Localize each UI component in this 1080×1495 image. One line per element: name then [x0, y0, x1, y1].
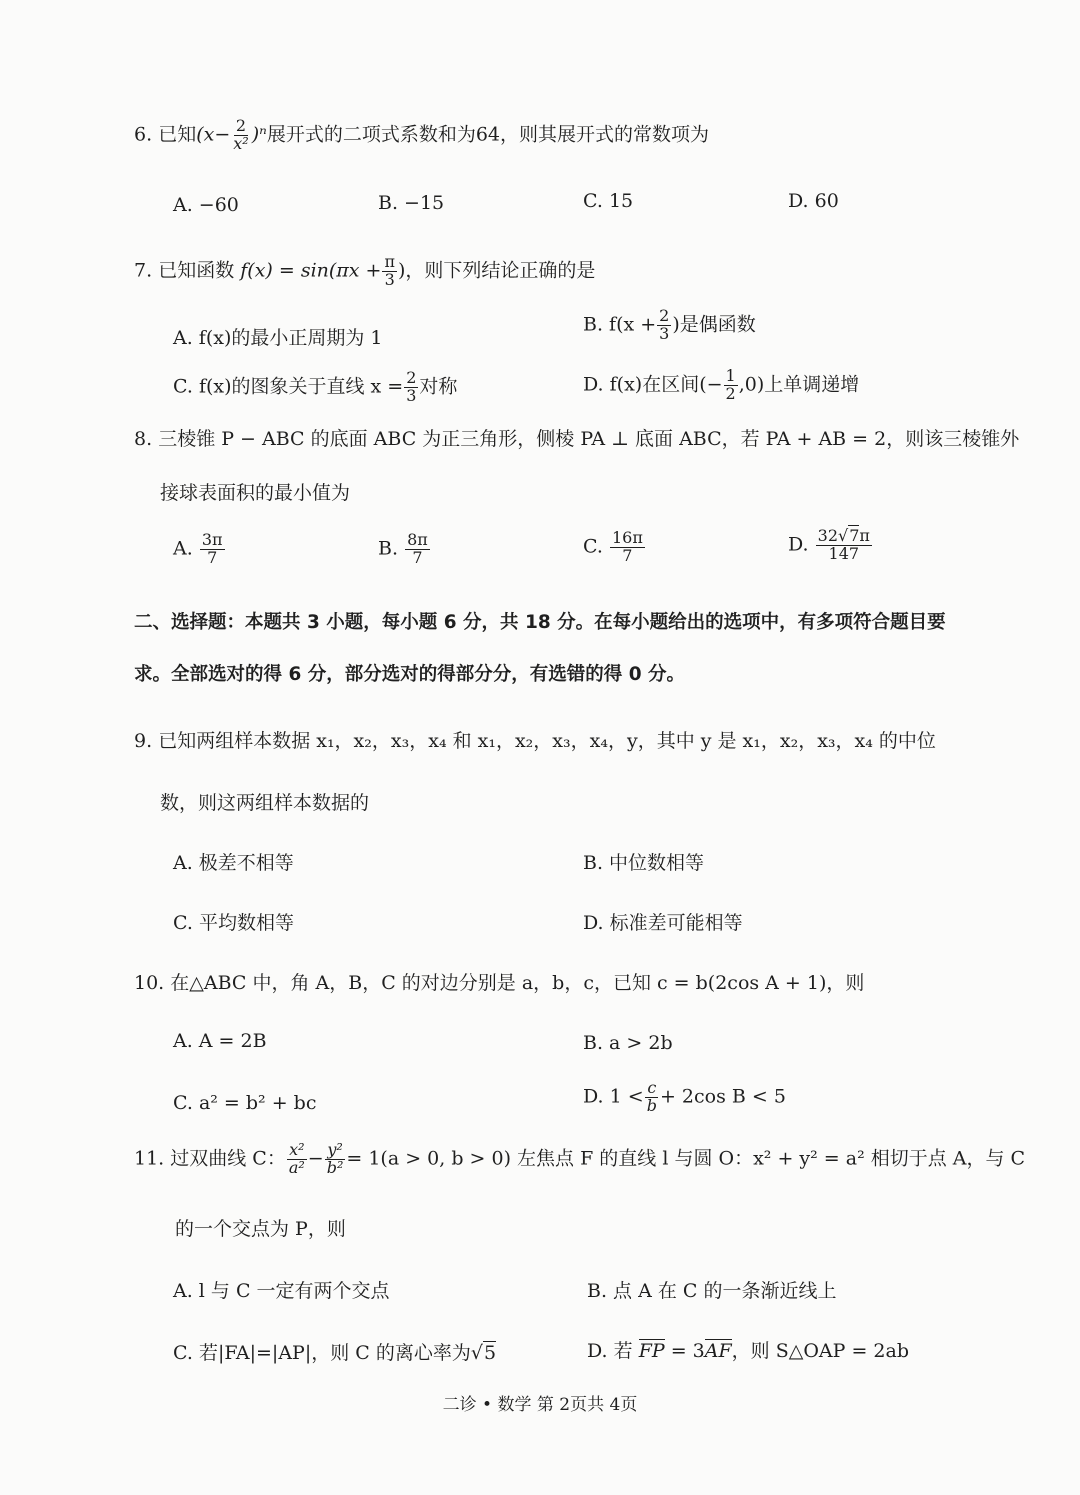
q6-option-c: C. 15	[583, 190, 634, 212]
fraction	[724, 368, 738, 403]
option-text: D. 1 <	[583, 1085, 644, 1108]
fraction	[657, 308, 671, 343]
q10-option-c: C. a² = b² + bc	[173, 1092, 317, 1114]
q7-option-a: A. f(x)的最小正周期为 1	[173, 327, 383, 349]
fraction	[325, 1142, 346, 1177]
expression: )ⁿ	[251, 123, 267, 146]
question-8-stem	[134, 424, 1019, 451]
option-text: )是偶函数	[672, 313, 756, 336]
q6-option-d: D. 60	[788, 190, 839, 212]
question-11-stem-cont: 的一个交点为 P，则	[175, 1218, 346, 1240]
q11-option-b: B. 点 A 在 C 的一条渐近线上	[587, 1280, 837, 1302]
option-label: B.	[378, 537, 399, 560]
fraction	[610, 530, 645, 565]
fraction	[200, 532, 225, 567]
q11-option-a: A. l 与 C 一定有两个交点	[173, 1280, 390, 1302]
fraction-numerator: 2	[235, 116, 247, 135]
fraction-numerator: y²	[327, 1140, 343, 1159]
q8-option-d	[788, 528, 873, 563]
q10-option-b: B. a > 2b	[583, 1032, 673, 1054]
option-text: ,0)上单调递增	[738, 373, 860, 396]
q8-option-c	[583, 530, 646, 565]
fraction-denominator: 3	[659, 323, 670, 343]
vector-af: AF	[704, 1340, 732, 1362]
stem-text: 已知两组样本数据 x₁，x₂，x₃，x₄ 和 x₁，x₂，x₃，x₄，y，其中 y 是 x₁，x₂，x₃，x₄ 的中位	[158, 730, 936, 752]
option-label: C.	[583, 535, 603, 558]
q9-option-c: C. 平均数相等	[173, 912, 294, 934]
fraction-denominator: a²	[288, 1157, 305, 1177]
stem-text: 已知函数	[158, 259, 235, 282]
option-text: ，则 S△OAP = 2ab	[731, 1340, 909, 1362]
q9-option-a: A. 极差不相等	[173, 852, 294, 874]
question-number: 8.	[134, 428, 153, 450]
option-text: 对称	[419, 375, 458, 398]
fraction	[404, 370, 418, 405]
fraction	[405, 532, 430, 567]
question-9-stem-cont: 数，则这两组样本数据的	[160, 792, 370, 814]
operator: −	[307, 1147, 324, 1170]
q7-option-d	[583, 368, 859, 403]
fraction-numerator: 1	[725, 366, 736, 385]
sqrt-sign: √	[470, 1342, 483, 1364]
question-7-stem	[134, 254, 595, 289]
option-text: C. f(x)的图象关于直线 x =	[173, 375, 404, 398]
fraction-numerator: 8π	[407, 530, 428, 549]
question-11-stem	[134, 1142, 1025, 1177]
stem-text: 展开式的二项式系数和为64，则其展开式的常数项为	[266, 123, 710, 146]
coefficient: 32	[817, 526, 839, 545]
q9-option-b: B. 中位数相等	[583, 852, 705, 874]
fraction-denominator: b	[646, 1095, 657, 1115]
fraction-numerator: 2	[406, 368, 417, 387]
fraction-denominator: 3	[406, 385, 417, 405]
q10-option-a: A. A = 2B	[173, 1030, 267, 1052]
question-8-stem-cont: 接球表面积的最小值为	[160, 482, 351, 504]
radicand: 7	[849, 526, 860, 545]
fraction-numerator: 3π	[201, 530, 223, 549]
option-label: D.	[788, 533, 809, 556]
option-label: A.	[173, 537, 193, 560]
fraction-denominator: 3	[384, 269, 395, 289]
fraction-numerator: π	[384, 252, 395, 271]
fraction	[645, 1080, 659, 1115]
stem-text: ，则下列结论正确的是	[405, 259, 596, 282]
q6-option-a: A. −60	[173, 194, 239, 216]
option-text: D. f(x)在区间(−	[583, 373, 723, 396]
pi-symbol: π	[859, 526, 870, 545]
question-10-stem	[134, 968, 864, 995]
q8-option-b	[378, 532, 431, 567]
fraction-denominator: 147	[828, 543, 860, 563]
expression: f(x) = sin(πx +	[240, 259, 382, 282]
operator: = 3	[670, 1340, 705, 1362]
radicand: 5	[483, 1342, 497, 1364]
fraction	[287, 1142, 307, 1177]
stem-text: 在△ABC 中，角 A，B，C 的对边分别是 a，b，c，已知 c = b(2cos A + 1)，则	[170, 972, 865, 994]
fraction-denominator: 7	[412, 547, 423, 567]
question-number: 9.	[134, 730, 153, 752]
question-9-stem	[134, 726, 936, 753]
q7-option-c	[173, 370, 457, 405]
fraction	[231, 118, 250, 153]
fraction	[382, 254, 397, 289]
question-number: 7.	[134, 259, 153, 282]
option-text: B. f(x +	[583, 313, 657, 336]
q10-option-d	[583, 1080, 786, 1115]
stem-text: = 1(a > 0, b > 0) 左焦点 F 的直线 l 与圆 O：x² + y² = a² 相切于点 A，与 C	[346, 1147, 1026, 1170]
stem-text: 三棱锥 P − ABC 的底面 ABC 为正三角形，侧棱 PA ⊥ 底面 ABC，若 PA + AB = 2，则该三棱锥外	[158, 428, 1020, 450]
question-number: 6.	[134, 123, 153, 146]
q7-option-b	[583, 308, 756, 343]
q8-option-a	[173, 532, 226, 567]
expression: )	[397, 259, 406, 282]
section-2-heading-line2: 求。全部选对的得 6 分，部分选对的得部分分，有选错的得 0 分。	[134, 664, 686, 685]
question-number: 10.	[134, 972, 165, 994]
page-footer: 二诊 • 数学 第 2页共 4页	[442, 1395, 638, 1415]
fraction-denominator: 7	[207, 547, 218, 567]
fraction-denominator: 7	[622, 545, 633, 565]
option-text: + 2cos B < 5	[659, 1085, 786, 1108]
question-6-stem	[134, 118, 709, 153]
q11-option-d	[587, 1336, 909, 1363]
sqrt-sign: √	[838, 526, 849, 545]
fraction-numerator: c	[647, 1078, 657, 1097]
question-number: 11.	[134, 1147, 165, 1170]
stem-text: 过双曲线 C：	[170, 1147, 286, 1170]
fraction-denominator: 2	[725, 383, 736, 403]
option-text: C. 若|FA|=|AP|，则 C 的离心率为	[173, 1342, 471, 1364]
fraction-denominator: b²	[326, 1157, 344, 1177]
q11-option-c	[173, 1338, 496, 1365]
expression: (x−	[196, 123, 231, 146]
option-text: D. 若	[587, 1340, 633, 1362]
stem-text: 已知	[158, 123, 197, 146]
fraction-numerator: x²	[289, 1140, 305, 1159]
fraction-denominator: x²	[233, 133, 249, 153]
q9-option-d: D. 标准差可能相等	[583, 912, 743, 934]
fraction	[816, 528, 872, 563]
fraction-numerator: 2	[659, 306, 670, 325]
vector-fp: FP	[638, 1340, 665, 1362]
fraction-numerator: 16π	[611, 528, 643, 547]
section-2-heading-line1: 二、选择题：本题共 3 小题，每小题 6 分，共 18 分。在每小题给出的选项中，有多项符合题目要	[134, 612, 946, 633]
q6-option-b: B. −15	[378, 192, 445, 214]
